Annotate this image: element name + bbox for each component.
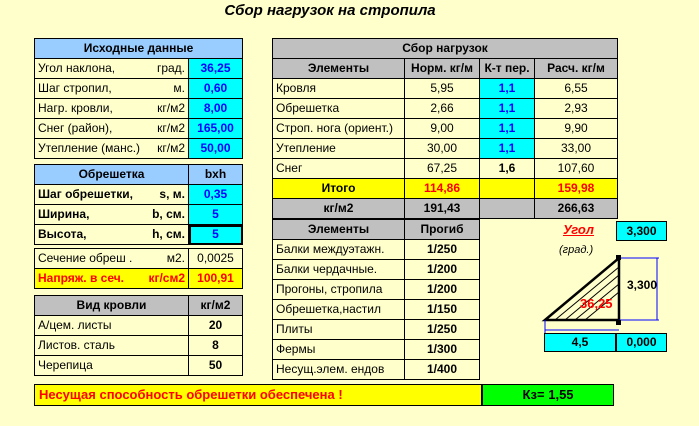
initial-data-header: Исходные данные <box>35 39 243 59</box>
roof-load-input[interactable]: 8,00 <box>189 99 243 119</box>
deflection-row: Балки чердачные. 1/200 <box>273 260 480 280</box>
lathing-stress-row: Напряж. в сеч. кг/см2 100,91 <box>35 269 243 289</box>
roof-row: Листов. сталь 8 <box>35 336 243 356</box>
page-title: Сбор нагрузок на стропила <box>224 2 436 19</box>
rafter-step-input[interactable]: 0,60 <box>189 79 243 99</box>
insulation-input[interactable]: 50,00 <box>189 139 243 159</box>
apex-marker <box>616 255 621 260</box>
stress-value: 100,91 <box>189 269 243 289</box>
lathing-row-height: Высота, h, см. 5 <box>35 225 243 245</box>
k-input[interactable]: 1,1 <box>480 139 535 159</box>
kz-value: 1,55 <box>548 387 574 402</box>
lathing-width-input[interactable]: 5 <box>189 205 243 225</box>
deflection-col-value: Прогиб <box>405 220 480 240</box>
lathing-height-input[interactable]: 5 <box>189 225 243 245</box>
hatch-line <box>555 267 619 320</box>
kz-label: Кз= <box>522 387 545 402</box>
roof-col-value: кг/м2 <box>189 296 243 316</box>
loads-col-k: К-т пер. <box>480 59 535 79</box>
loads-table <box>272 38 618 219</box>
deflection-col-elements: Элементы <box>273 220 405 240</box>
lathing-row-step: Шаг обрешетки, s, м. 0,35 <box>35 185 243 205</box>
initial-data-table <box>34 38 243 159</box>
lathing-header: Обрешетка <box>35 165 189 185</box>
initial-row-insulation: Утепление (манс.) кг/м2 50,00 <box>35 139 243 159</box>
lathing-section-row: Сечение обреш . м2. 0,0025 <box>35 249 243 269</box>
initial-row-rafter-step: Шаг стропил, м. 0,60 <box>35 79 243 99</box>
loads-total-row: Итого 114,86 159,98 <box>273 179 618 199</box>
deflection-row: Несущ.элем. ендов 1/400 <box>273 360 480 380</box>
loads-row: Утепление 30,00 1,1 33,00 <box>273 139 618 159</box>
roof-row: А/цем. листы 20 <box>35 316 243 336</box>
deflection-table <box>272 219 480 380</box>
deflection-row: Фермы 1/300 <box>273 340 480 360</box>
height-value: 3,300 <box>627 278 658 292</box>
loads-col-calc: Расч. кг/м <box>535 59 618 79</box>
corner-marker <box>616 320 621 325</box>
deflection-row: Обрешетка,настил 1/150 <box>273 300 480 320</box>
loads-row: Обрешетка 2,66 1,1 2,93 <box>273 99 618 119</box>
corner-value: 0,000 <box>616 333 667 352</box>
lathing-table <box>34 164 243 289</box>
k-input[interactable]: 1,1 <box>480 99 535 119</box>
loads-header: Сбор нагрузок <box>273 39 618 59</box>
base-value: 4,5 <box>544 333 616 352</box>
loads-col-norm: Норм. кг/м <box>405 59 480 79</box>
snow-input[interactable]: 165,00 <box>189 119 243 139</box>
roof-row: Черепица 50 <box>35 356 243 376</box>
deflection-row: Балки междуэтажн. 1/250 <box>273 240 480 260</box>
loads-col-elements: Элементы <box>273 59 405 79</box>
roof-col-type: Вид кровли <box>35 296 189 316</box>
initial-row-roof-load: Нагр. кровли, кг/м2 8,00 <box>35 99 243 119</box>
initial-row-snow: Снег (район), кг/м2 165,00 <box>35 119 243 139</box>
initial-row-angle: Угол наклона, град. 36,25 <box>35 59 243 79</box>
loads-row: Снег 67,25 1,6 107,60 <box>273 159 618 179</box>
loads-row: Кровля 5,95 1,1 6,55 <box>273 79 618 99</box>
section-value: 0,0025 <box>189 249 243 269</box>
lathing-header-bxh: bxh <box>189 165 243 185</box>
lathing-row-width: Ширина, b, см. 5 <box>35 205 243 225</box>
k-value: 1,6 <box>480 159 535 179</box>
status-message: Несущая способность обрешетки обеспечена ! <box>34 384 482 406</box>
lathing-step-input[interactable]: 0,35 <box>189 185 243 205</box>
angle-sub-label: (град.) <box>559 244 594 256</box>
angle-input[interactable]: 36,25 <box>189 59 243 79</box>
k-input[interactable]: 1,1 <box>480 119 535 139</box>
angle-label: Угол <box>563 222 594 237</box>
kz-box <box>482 384 614 406</box>
loads-per-m2-row: кг/м2 191,43 266,63 <box>273 199 618 219</box>
angle-top-value: 3,300 <box>616 221 667 241</box>
angle-value: 36,25 <box>580 296 613 311</box>
deflection-row: Плиты 1/250 <box>273 320 480 340</box>
roof-type-table <box>34 295 243 376</box>
k-input[interactable]: 1,1 <box>480 79 535 99</box>
deflection-row: Прогоны, стропила 1/200 <box>273 280 480 300</box>
loads-row: Строп. нога (ориент.) 9,00 1,1 9,90 <box>273 119 618 139</box>
